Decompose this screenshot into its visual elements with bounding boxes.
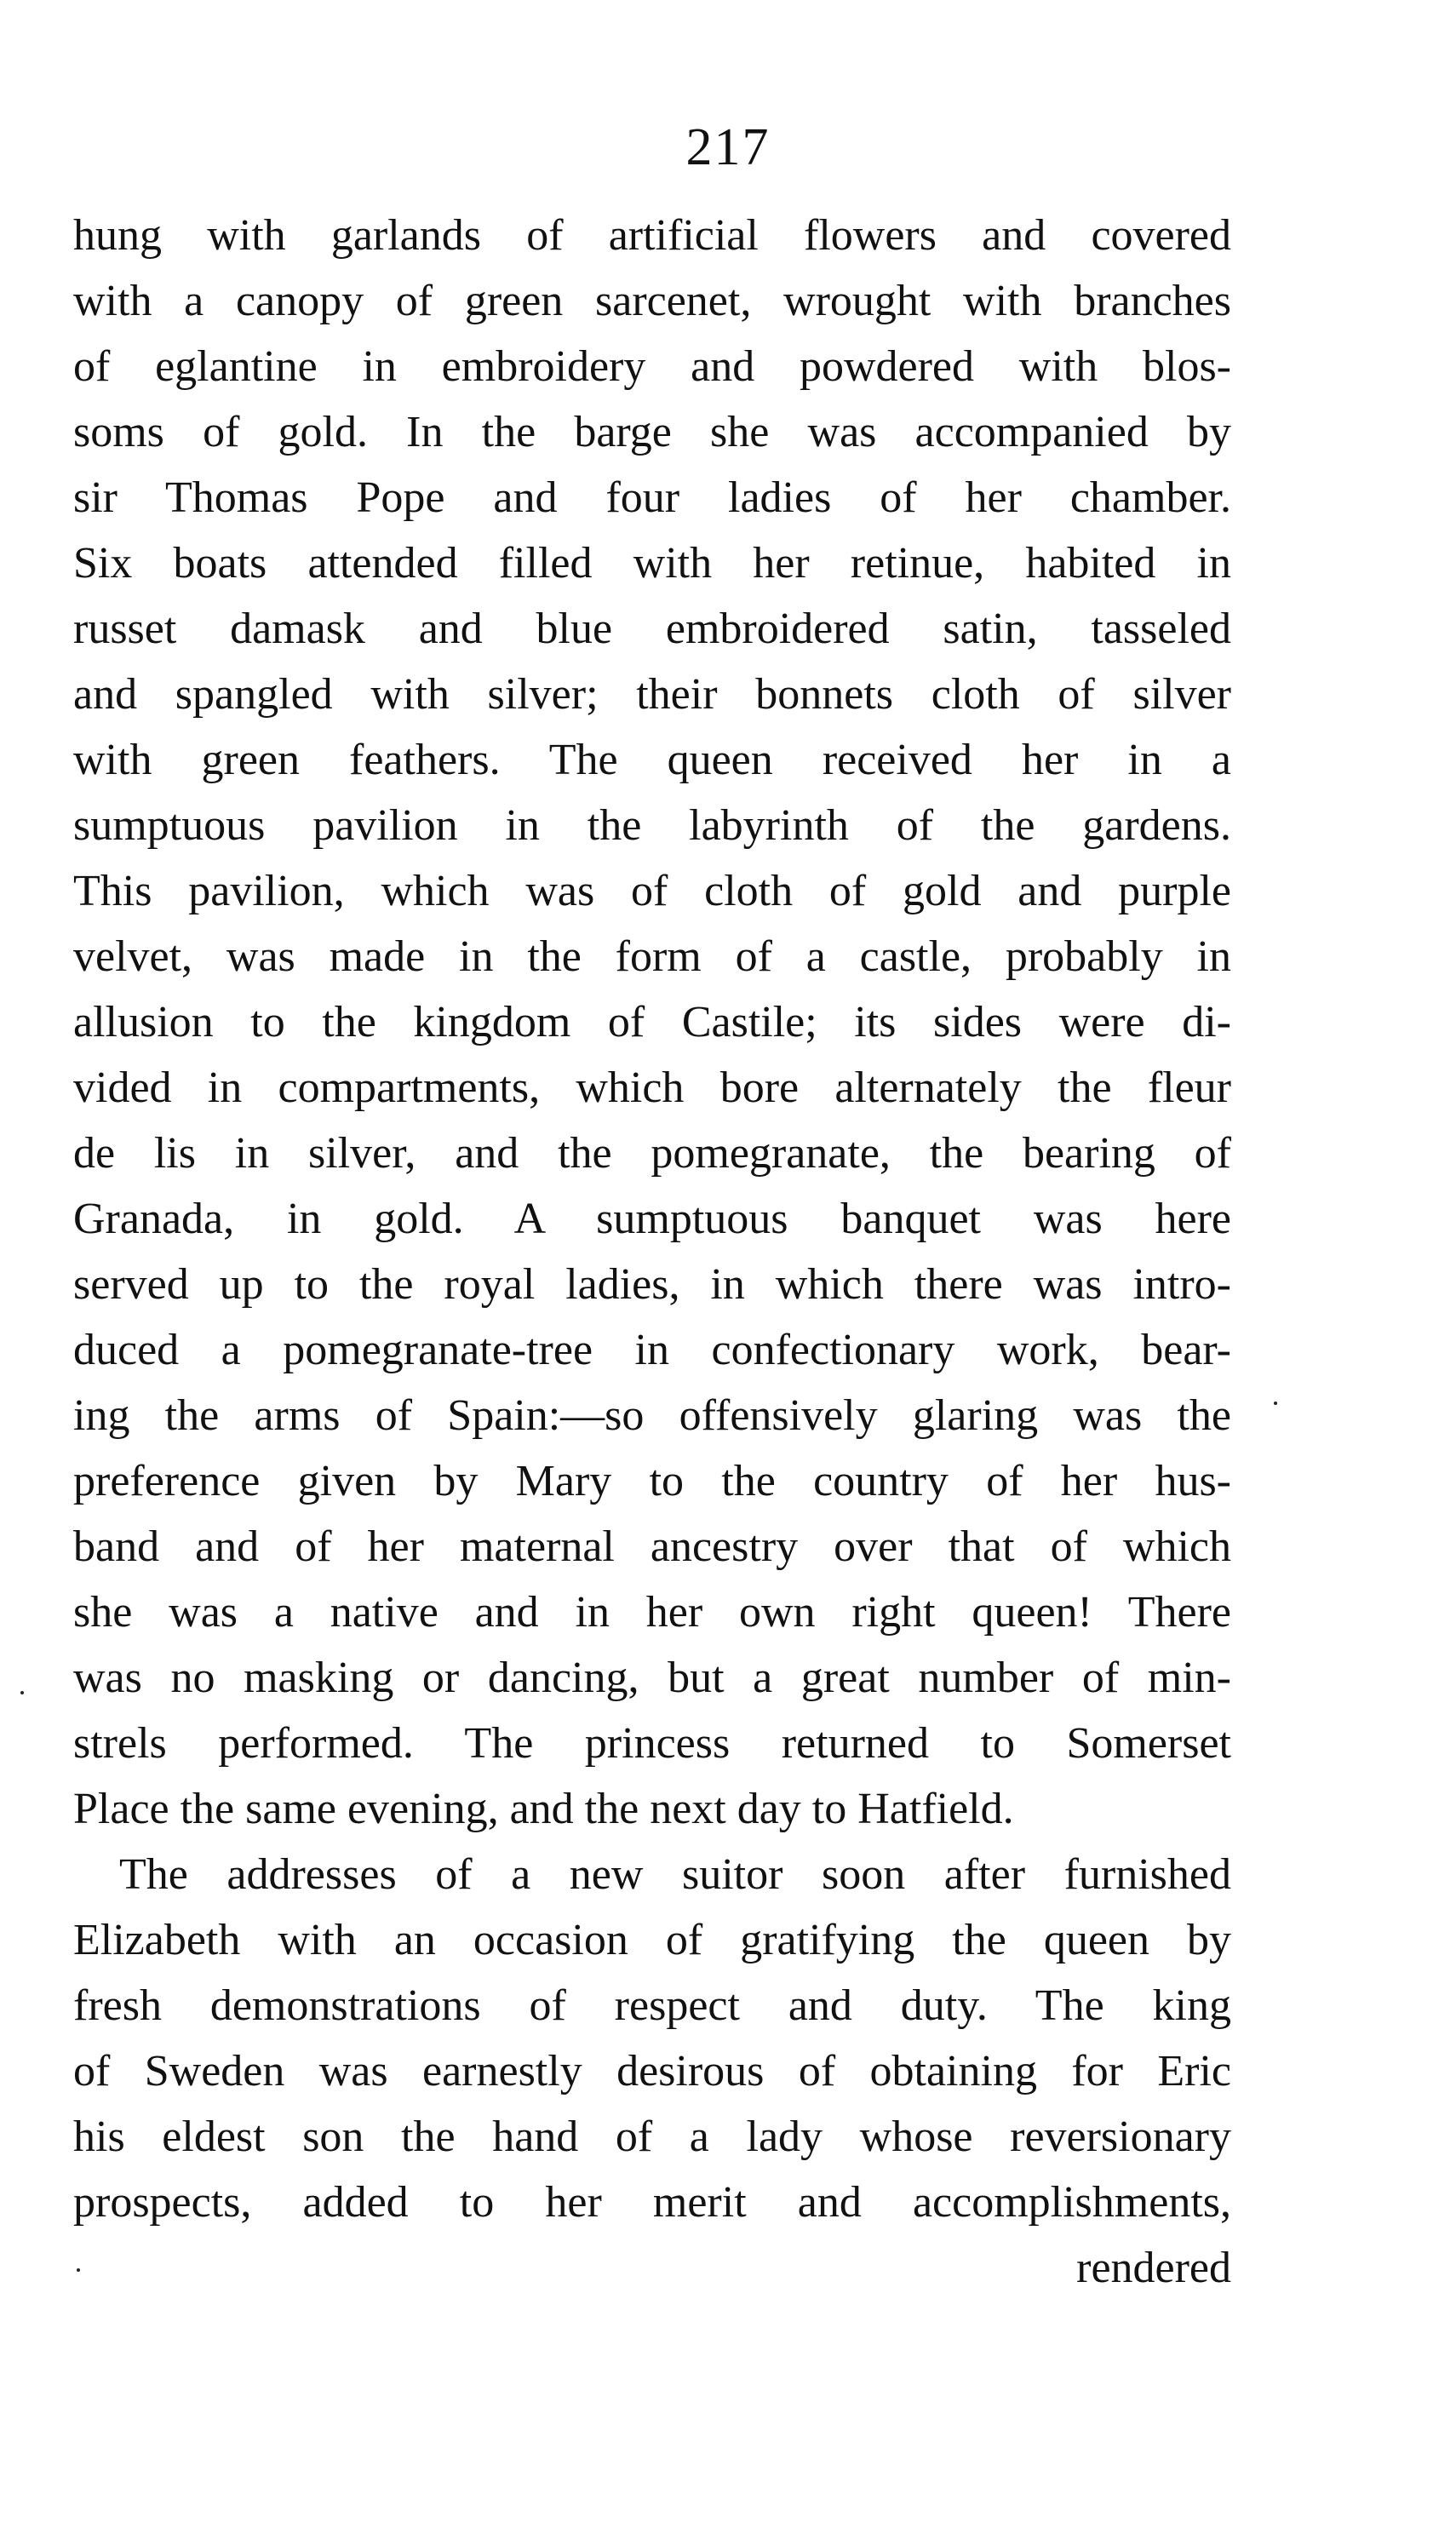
text-line: ing the arms of Spain:—so offensively glaring was the [73,1391,1231,1440]
text-line: served up to the royal ladies, in which there was intro- [73,1260,1231,1309]
text-line: Granada, in gold. A sumptuous banquet was here [73,1195,1231,1243]
text-line: This pavilion, which was of cloth of gold and purple [73,867,1231,915]
text-line: allusion to the kingdom of Castile; its sides were di- [73,998,1231,1046]
text-line: his eldest son the hand of a lady whose reversionary [73,2113,1231,2161]
text-line: velvet, was made in the form of a castle, probably in [73,932,1231,981]
paragraph-end-line: Place the same evening, and the next day to Hatfield. [73,1785,1014,1833]
text-line: with a canopy of green sarcenet, wrought with branches [73,277,1231,325]
text-line: sir Thomas Pope and four ladies of her chamber. [73,473,1231,522]
text-line: preference given by Mary to the country of her hus- [73,1457,1231,1505]
text-line: de lis in silver, and the pomegranate, the bearing of [73,1129,1231,1178]
page-number: 217 [685,118,771,176]
text-line: strels performed. The princess returned to Somerset [73,1719,1231,1768]
ink-speck [77,2268,80,2272]
text-line: hung with garlands of artificial flowers and covered [73,211,1231,260]
text-line: soms of gold. In the barge she was accompanied by [73,408,1231,456]
text-line: of eglantine in embroidery and powdered with blos- [73,342,1231,391]
text-line: fresh demonstrations of respect and duty. The king [73,1981,1231,2030]
ink-speck [20,1691,24,1694]
text-line: was no masking or dancing, but a great number of min- [73,1654,1231,1702]
paragraph-start-line: The addresses of a new suitor soon after furnished [119,1850,1231,1899]
text-line: of Sweden was earnestly desirous of obtaining for Eric [73,2047,1231,2095]
text-line: prospects, added to her merit and accomplishments, [73,2178,1231,2227]
body-text [73,203,1231,2301]
text-line: Six boats attended filled with her retinue, habited in [73,539,1231,588]
text-line: russet damask and blue embroidered satin, tasseled [73,605,1231,653]
text-line: Elizabeth with an occasion of gratifying the queen by [73,1916,1231,1964]
text-line: band and of her maternal ancestry over that of which [73,1522,1231,1571]
text-line: sumptuous pavilion in the labyrinth of the gardens. [73,801,1231,850]
ink-speck [1274,1402,1277,1405]
text-line: and spangled with silver; their bonnets cloth of silver [73,670,1231,719]
text-line: she was a native and in her own right queen! There [73,1588,1231,1637]
text-line: with green feathers. The queen received her in a [73,736,1231,784]
catchword: rendered [1076,2244,1231,2292]
text-line: duced a pomegranate-tree in confectionary work, bear- [73,1326,1231,1374]
text-line: vided in compartments, which bore alternately the fleur [73,1063,1231,1112]
